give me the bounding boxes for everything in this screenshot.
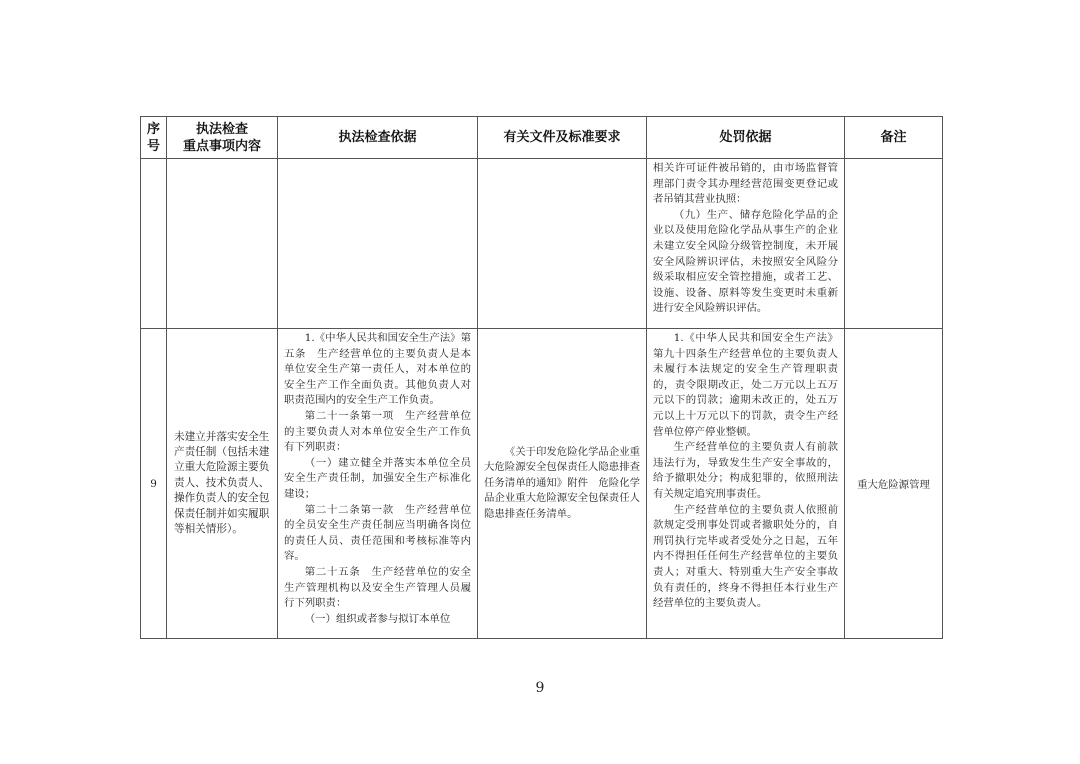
header-basis: 执法检查依据 [278,117,478,159]
inspection-table [140,116,943,639]
row-note [845,159,943,329]
penalty-paragraph: 1.《中华人民共和国安全生产法》第九十四条生产经营单位的主要负责人未履行本法规定的安全生产管理职责的，责令限期改正，处二万元以上五万元以下的罚款；逾期未改正的，处五万元以上十万元以下的罚款，责令生产经营单位停产停业整顿。 [653,332,838,438]
row-penalty [647,329,845,639]
table-header-row [141,117,943,159]
header-penalty: 处罚依据 [647,117,845,159]
row-note: 重大危险源管理 [845,329,943,639]
page-number: 9 [535,680,545,696]
row-documents [478,159,647,329]
header-seq: 序号 [141,117,167,159]
row-penalty [647,159,845,329]
basis-paragraph: （一）建立健全并落实本单位全员安全生产责任制，加强安全生产标准化建设； [284,456,471,500]
row-content [167,329,278,639]
row-seq [141,159,167,329]
basis-paragraph: 1.《中华人民共和国安全生产法》第五条 生产经营单位的主要负责人是本单位安全生产第一责任人，对本单位的安全生产工作全面负责。其他负责人对职责范围内的安全生产工作负责。 [284,332,471,407]
table-row [141,159,943,329]
penalty-paragraph: 生产经营单位的主要负责人有前款违法行为，导致发生生产安全事故的，给予撤职处分；构成犯罪的，依照刑法有关规定追究刑事责任。 [653,441,838,500]
row-documents [478,329,647,639]
basis-paragraph: （一）组织或者参与拟订本单位 [304,612,451,625]
basis-paragraph: 第二十二条第一款 生产经营单位的全员安全生产责任制应当明确各岗位的责任人员、责任范围和考核标准等内容。 [284,503,471,563]
table-row [141,329,943,639]
header-content: 执法检查 重点事项内容 [167,117,278,159]
inspection-item-text: 未建立并落实安全生产责任制（包括未建立重大危险源主要负责人、技术负责人、操作负责人的安全包保责任制并如实履职等相关情形）。 [174,430,270,536]
row-basis [278,329,478,639]
header-note: 备注 [845,117,943,159]
row-content [167,159,278,329]
header-documents: 有关文件及标准要求 [478,117,647,159]
penalty-paragraph: 生产经营单位的主要负责人依照前款规定受刑事处罚或者撤职处分的，自刑罚执行完毕或者受处分之日起，五年内不得担任任何生产经营单位的主要负责人；对重大、特别重大生产安全事故负有责任的，终身不得担任本行业生产经营单位的主要负责人。 [653,503,838,610]
row-basis [278,159,478,329]
penalty-paragraph: 相关许可证件被吊销的，由市场监督管理部门责令其办理经营范围变更登记或者吊销其营业执照： [653,162,838,206]
basis-paragraph: 第二十五条 生产经营单位的安全生产管理机构以及安全生产管理人员履行下列职责： [284,565,471,610]
penalty-paragraph: （九）生产、储存危险化学品的企业以及使用危险化学品从事生产的企业未建立安全风险分级管控制度，未开展安全风险辨识评估，未按照安全风险分级采取相应安全管控措施，或者工艺、设施、设备、原料等发生变更时未重新进行安全风险辨识评估。 [653,208,838,315]
basis-paragraph: 第二十一条第一项 生产经营单位的主要负责人对本单位安全生产工作负有下列职责： [284,409,471,454]
row-seq: 9 [141,329,167,639]
documents-text: 《关于印发危险化学品企业重大危险源安全包保责任人隐患排查任务清单的通知》附件 危险化学品企业重大危险源安全包保责任人隐患排查任务清单。 [484,445,640,520]
